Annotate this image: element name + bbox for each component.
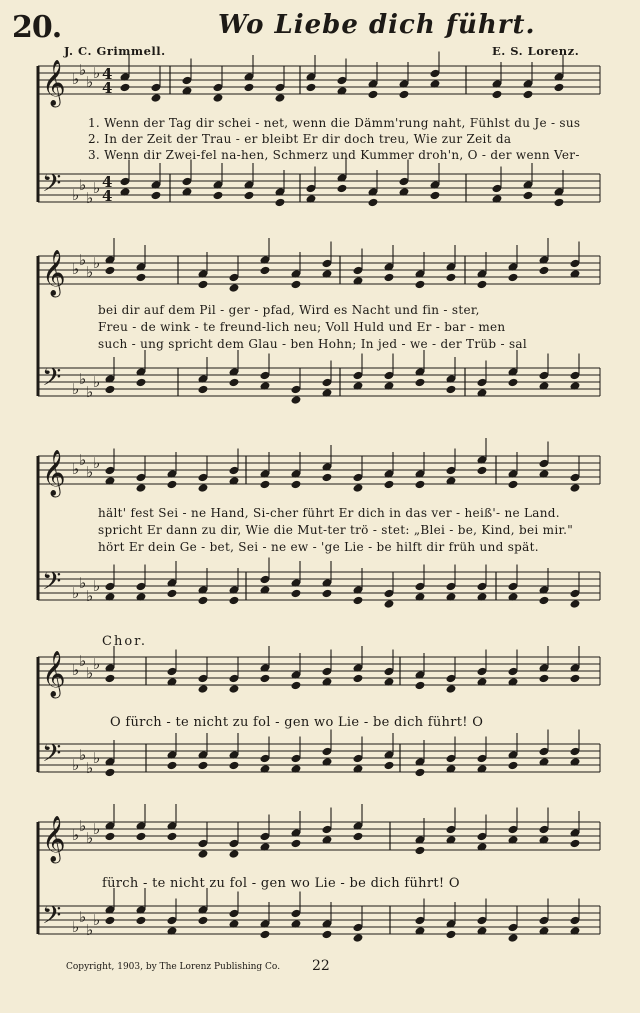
flat-sign: ♭: [72, 380, 80, 398]
lyric-line: spricht Er dann zu dir, Wie die Mut-ter trö - stet: „Blei - be, Kind, bei mir.": [98, 523, 574, 537]
flat-sign: ♭: [79, 746, 87, 764]
note-head: [492, 90, 503, 100]
flat-sign: ♭: [79, 251, 87, 269]
flat-sign: ♭: [93, 454, 101, 472]
composer-credit: E. S. Lorenz.: [492, 44, 580, 58]
note-head: [275, 198, 286, 208]
note-head: [399, 90, 410, 100]
note-head: [291, 589, 302, 599]
note-head: [260, 480, 271, 490]
flat-sign: ♭: [79, 908, 87, 926]
note-head: [384, 273, 395, 283]
lyric-line: 2. In der Zeit der Trau - er bleibt Er dir doch treu, Wie zur Zeit da: [88, 132, 512, 146]
lyric-line: 1. Wenn der Tag dir schei - net, wenn die Dämm'rung naht, Fühlst du Je - sus: [88, 116, 581, 130]
lyricist-credit: J. C. Grimmell.: [64, 44, 166, 58]
hymn-number: 20.: [12, 10, 62, 45]
note-head: [508, 273, 519, 283]
note-head: [415, 846, 426, 856]
flat-sign: ♭: [72, 260, 80, 278]
hymn-title: Wo Liebe dich führt.: [218, 10, 536, 40]
note-head: [570, 839, 581, 849]
treble-clef: 𝄞: [42, 450, 66, 496]
bass-clef: 𝄢: [42, 739, 62, 774]
note-head: [291, 280, 302, 290]
note-head: [167, 832, 178, 842]
flat-sign: ♭: [72, 918, 80, 936]
chorus-label: Chor.: [102, 634, 148, 649]
note-head: [322, 930, 333, 940]
note-head: [198, 684, 209, 694]
note-head: [136, 378, 147, 388]
note-head: [539, 674, 550, 684]
note-head: [430, 191, 441, 201]
note-head: [198, 849, 209, 859]
note-head: [353, 483, 364, 493]
flat-sign: ♭: [93, 820, 101, 838]
note-head: [508, 480, 519, 490]
flat-sign: ♭: [86, 587, 94, 605]
lyric-line: O fürch - te nicht zu fol - gen wo Lie - be dich führt! O: [110, 715, 484, 730]
flat-sign: ♭: [93, 64, 101, 82]
note-head: [415, 768, 426, 778]
note-head: [446, 273, 457, 283]
note-head: [229, 761, 240, 771]
note-head: [136, 832, 147, 842]
note-head: [198, 280, 209, 290]
lyric-line: such - ung spricht dem Glau - ben Hohn; In jed - we - der Trüb - sal: [98, 337, 528, 351]
flat-sign: ♭: [79, 370, 87, 388]
note-head: [105, 768, 116, 778]
note-head: [523, 90, 534, 100]
note-head: [229, 596, 240, 606]
time-signature-top: 4: [102, 65, 113, 83]
treble-clef: 𝄞: [42, 816, 66, 862]
note-head: [337, 184, 348, 194]
note-head: [291, 395, 302, 405]
note-head: [167, 589, 178, 599]
note-head: [322, 589, 333, 599]
note-head: [275, 93, 286, 103]
bass-clef: 𝄢: [42, 169, 62, 204]
note-head: [244, 83, 255, 93]
note-head: [198, 761, 209, 771]
copyright-notice: Copyright, 1903, by The Lorenz Publishing Co.: [66, 962, 281, 972]
lyric-line: hört Er dein Ge - bet, Sei - ne ew - 'ge Lie - be hilft dir früh und spät.: [98, 540, 539, 554]
flat-sign: ♭: [72, 661, 80, 679]
flat-sign: ♭: [72, 756, 80, 774]
lyric-line: fürch - te nicht zu fol - gen wo Lie - be dich führt! O: [102, 876, 460, 891]
note-head: [446, 684, 457, 694]
flat-sign: ♭: [86, 383, 94, 401]
note-head: [477, 280, 488, 290]
note-head: [446, 930, 457, 940]
note-head: [353, 832, 364, 842]
note-head: [368, 90, 379, 100]
note-head: [260, 266, 271, 276]
note-head: [291, 681, 302, 691]
note-head: [244, 191, 255, 201]
note-head: [260, 674, 271, 684]
flat-sign: ♭: [93, 577, 101, 595]
flat-sign: ♭: [79, 176, 87, 194]
flat-sign: ♭: [86, 664, 94, 682]
flat-sign: ♭: [86, 189, 94, 207]
note-head: [415, 280, 426, 290]
note-head: [570, 599, 581, 609]
lyric-line: Freu - de wink - te freund-lich neu; Voll Huld und Er - bar - men: [98, 320, 506, 334]
note-head: [198, 385, 209, 395]
flat-sign: ♭: [86, 759, 94, 777]
note-head: [570, 483, 581, 493]
time-signature-bottom: 4: [102, 79, 113, 97]
note-head: [105, 266, 116, 276]
note-head: [105, 385, 116, 395]
note-head: [167, 761, 178, 771]
flat-sign: ♭: [86, 921, 94, 939]
lyric-line: 3. Wenn dir Zwei-fel na-hen, Schmerz und Kummer droh'n, O - der wenn Ver-: [88, 148, 580, 162]
flat-sign: ♭: [93, 911, 101, 929]
bass-clef: 𝄢: [42, 567, 62, 602]
flat-sign: ♭: [93, 655, 101, 673]
note-head: [415, 480, 426, 490]
note-head: [151, 93, 162, 103]
note-head: [105, 674, 116, 684]
flat-sign: ♭: [79, 61, 87, 79]
note-head: [368, 198, 379, 208]
note-head: [539, 596, 550, 606]
note-head: [353, 674, 364, 684]
note-head: [508, 378, 519, 388]
page-number: 22: [312, 958, 330, 974]
note-head: [306, 83, 317, 93]
flat-sign: ♭: [86, 73, 94, 91]
flat-sign: ♭: [93, 749, 101, 767]
note-head: [570, 674, 581, 684]
note-head: [322, 473, 333, 483]
flat-sign: ♭: [79, 451, 87, 469]
note-head: [291, 839, 302, 849]
lyric-line: hält' fest Sei - ne Hand, Si-cher führt Er dich in das ver - heiß'- ne Land.: [98, 506, 560, 520]
note-head: [167, 480, 178, 490]
note-head: [353, 933, 364, 943]
note-head: [384, 761, 395, 771]
treble-clef: 𝄞: [42, 651, 66, 697]
note-head: [213, 93, 224, 103]
treble-clef: 𝄞: [42, 60, 66, 106]
note-head: [120, 83, 131, 93]
flat-sign: ♭: [79, 652, 87, 670]
note-head: [136, 916, 147, 926]
flat-sign: ♭: [72, 70, 80, 88]
note-head: [105, 916, 116, 926]
note-head: [198, 916, 209, 926]
note-head: [384, 480, 395, 490]
note-head: [508, 933, 519, 943]
note-head: [554, 198, 565, 208]
flat-sign: ♭: [72, 826, 80, 844]
note-head: [291, 480, 302, 490]
flat-sign: ♭: [86, 263, 94, 281]
note-head: [213, 191, 224, 201]
flat-sign: ♭: [79, 574, 87, 592]
flat-sign: ♭: [86, 829, 94, 847]
note-head: [446, 385, 457, 395]
treble-clef: 𝄞: [42, 250, 66, 296]
note-head: [229, 283, 240, 293]
flat-sign: ♭: [86, 463, 94, 481]
flat-sign: ♭: [93, 179, 101, 197]
note-head: [477, 466, 488, 476]
note-head: [229, 378, 240, 388]
note-head: [151, 191, 162, 201]
flat-sign: ♭: [93, 254, 101, 272]
note-head: [198, 483, 209, 493]
note-head: [105, 832, 116, 842]
note-head: [508, 761, 519, 771]
note-head: [136, 273, 147, 283]
note-head: [198, 596, 209, 606]
note-head: [229, 849, 240, 859]
bass-clef: 𝄢: [42, 363, 62, 398]
note-head: [229, 684, 240, 694]
note-head: [554, 83, 565, 93]
note-head: [260, 930, 271, 940]
lyric-line: bei dir auf dem Pil - ger - pfad, Wird es Nacht und fin - ster,: [98, 303, 480, 317]
flat-sign: ♭: [93, 373, 101, 391]
time-signature-bottom: 4: [102, 187, 113, 205]
note-head: [415, 378, 426, 388]
flat-sign: ♭: [72, 584, 80, 602]
note-head: [353, 596, 364, 606]
flat-sign: ♭: [72, 186, 80, 204]
time-signature-top: 4: [102, 173, 113, 191]
note-head: [415, 681, 426, 691]
bass-clef: 𝄢: [42, 901, 62, 936]
flat-sign: ♭: [72, 460, 80, 478]
note-head: [523, 191, 534, 201]
flat-sign: ♭: [79, 817, 87, 835]
note-head: [539, 266, 550, 276]
note-head: [384, 599, 395, 609]
note-head: [136, 483, 147, 493]
